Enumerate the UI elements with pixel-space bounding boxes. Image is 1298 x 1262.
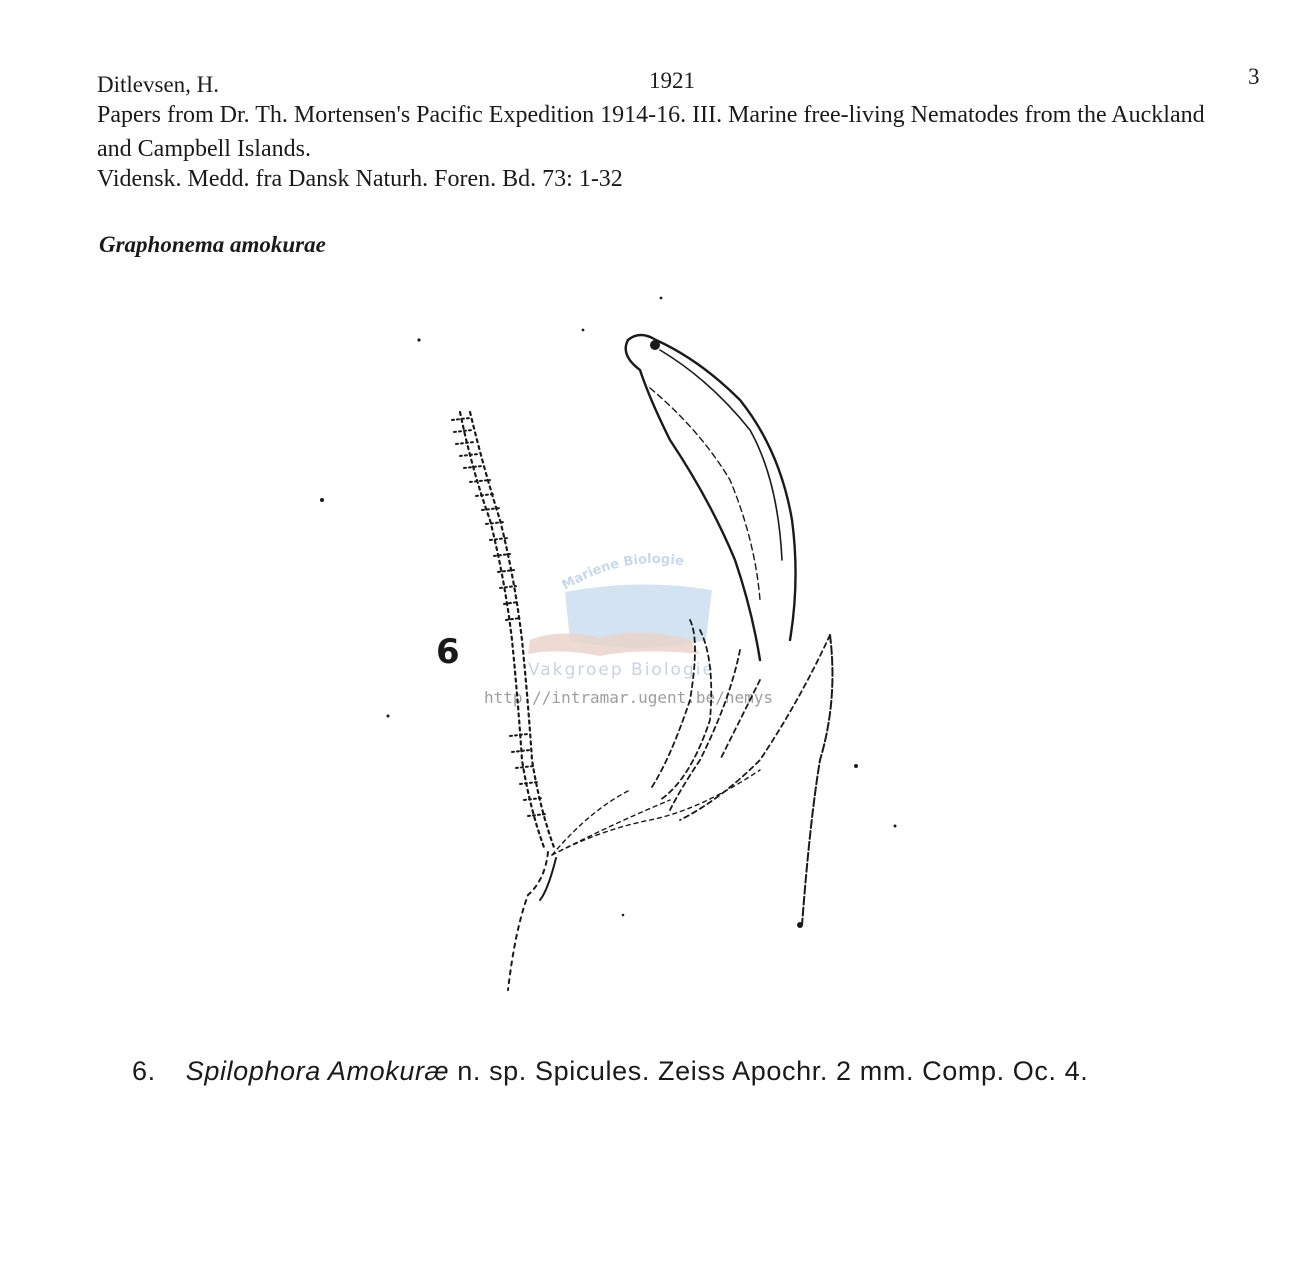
author: Ditlevsen, H. (97, 72, 220, 97)
journal-reference: Vidensk. Medd. fra Dansk Naturh. Foren. Bd. 73: 1-32 (97, 166, 623, 192)
specks (320, 297, 897, 917)
tail-line (508, 852, 548, 990)
paper-title: Papers from Dr. Th. Mortensen's Pacific Expedition 1914-16. III. Marine free-living Nematodes from the Auckland and Campbell Islands. (97, 102, 1205, 162)
spicule (626, 335, 796, 660)
watermark-text: Vakgroep Biologie (528, 660, 715, 680)
right-spine (802, 635, 832, 925)
figure-caption (132, 1056, 1088, 1087)
spicule-head-dot (650, 340, 660, 350)
muscle-lines (552, 770, 760, 855)
page-number: 3 (1248, 64, 1260, 89)
body-wall-line (460, 412, 555, 850)
spicule-outer-edge (628, 335, 796, 640)
caption-species: Spilophora Amokuræ (185, 1056, 450, 1086)
spicule-inner-edge (626, 340, 760, 660)
tail-inner-line (540, 858, 556, 900)
watermark-url: http://intramar.ugent.be/nemys (484, 688, 773, 707)
species-name: Graphonema amokurae (99, 232, 326, 257)
publication-year: 1921 (649, 68, 695, 93)
caption-number: 6. (132, 1056, 156, 1086)
watermark-arc-text: Mariene Biologie (559, 551, 685, 594)
figure-number: 6 (436, 632, 460, 672)
gubernaculum (650, 620, 830, 820)
caption-text: n. sp. Spicules. Zeiss Apochr. 2 mm. Comp. Oc. 4. (457, 1056, 1089, 1086)
